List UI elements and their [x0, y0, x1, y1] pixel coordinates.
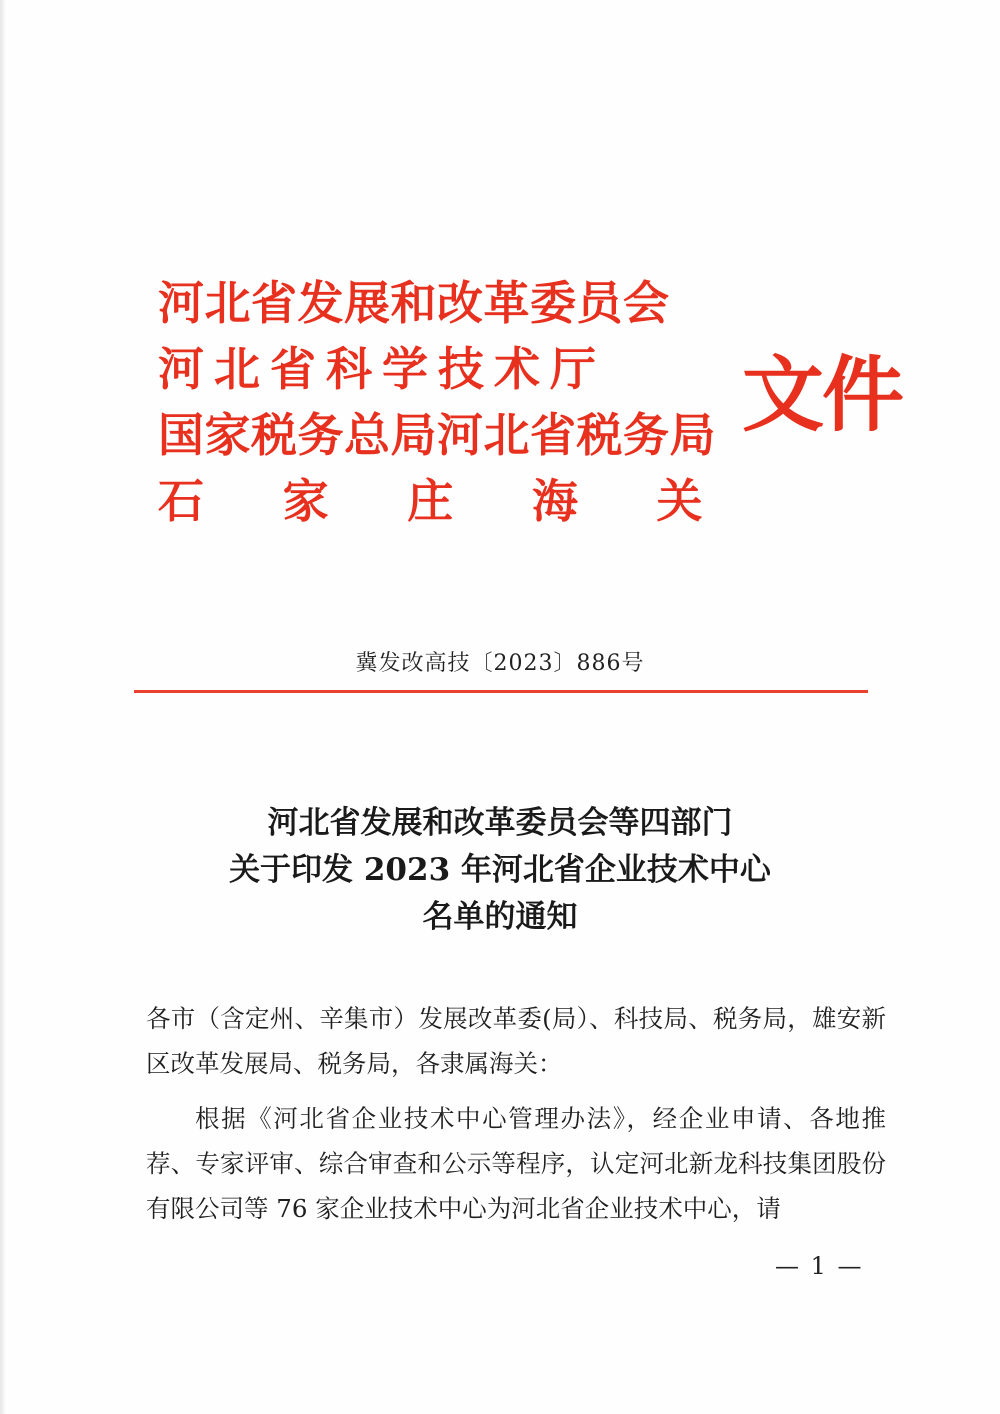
issuer-customs-char: 关	[656, 474, 703, 528]
notice-title	[0, 800, 1000, 941]
page-edge-shadow	[0, 0, 6, 1414]
issuer-ndrc: 河北省发展和改革委员会	[158, 276, 670, 330]
issuer-customs-char: 庄	[407, 474, 454, 528]
red-divider	[134, 690, 868, 693]
body-paragraph: 根据《河北省企业技术中心管理办法》，经企业申请、各地推荐、专家评审、综合审查和公示等程序，认定河北新龙科技集团股份有限公司等 76 家企业技术中心为河北省企业技术中心，请	[146, 1104, 886, 1223]
issuer-customs-char: 石	[158, 474, 205, 528]
issuer-block	[158, 270, 716, 534]
issuer-science-tech: 河北省科学技术厅	[158, 342, 606, 396]
body-text	[146, 996, 886, 1231]
issuer-tax-bureau: 国家税务总局河北省税务局	[158, 408, 716, 462]
page-number: — 1 —	[775, 1252, 864, 1280]
title-line: 名单的通知	[422, 899, 578, 935]
issuer-customs	[158, 468, 703, 534]
document-word: 文件	[742, 347, 903, 443]
issuer-customs-char: 海	[531, 474, 579, 528]
title-line: 关于印发 2023 年河北省企业技术中心	[229, 852, 771, 888]
title-line: 河北省发展和改革委员会等四部门	[267, 805, 733, 841]
recipients-paragraph: 各市（含定州、辛集市）发展改革委(局）、科技局、税务局，雄安新区改革发展局、税务局，各隶属海关：	[146, 1004, 886, 1078]
document-number: 冀发改高技〔2023〕886号	[355, 651, 645, 676]
issuer-customs-char: 家	[282, 474, 330, 528]
